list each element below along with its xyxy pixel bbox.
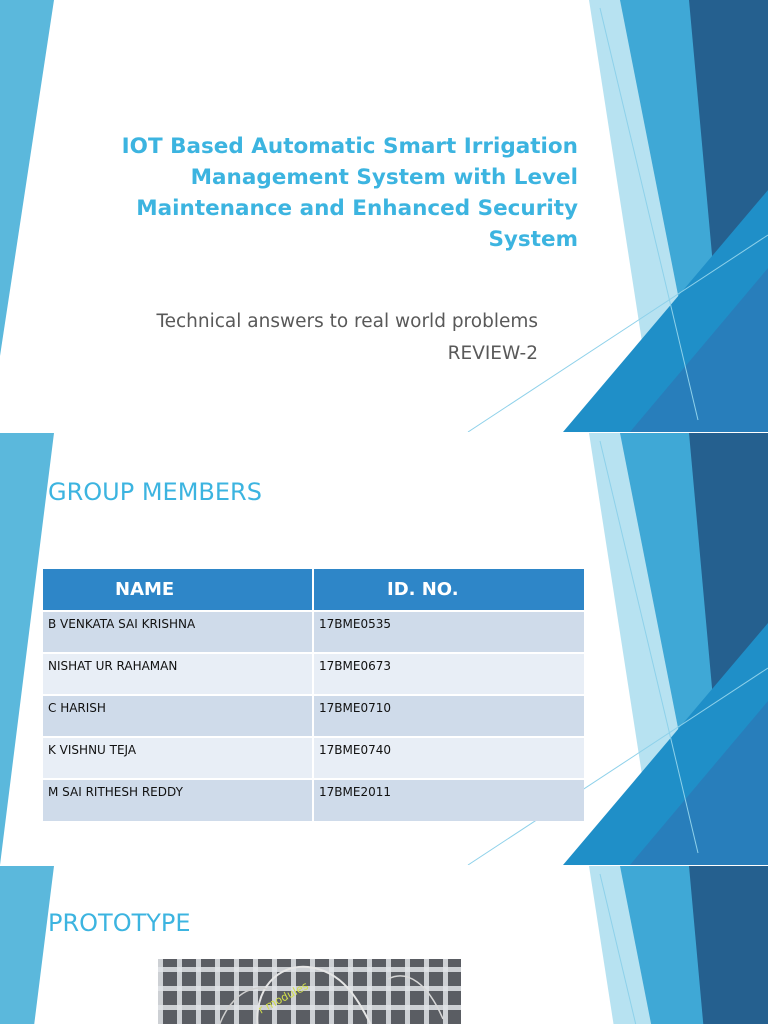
table-row bbox=[43, 653, 584, 695]
subtitle-block bbox=[100, 306, 538, 370]
member-id: 17BME0710 bbox=[313, 695, 584, 737]
member-id: 17BME0673 bbox=[313, 653, 584, 695]
review-label: REVIEW-2 bbox=[447, 343, 538, 364]
id-column-header: ID. NO. bbox=[313, 569, 584, 611]
section-heading: PROTOTYPE bbox=[48, 909, 191, 937]
photo-caption: r modules bbox=[256, 979, 311, 1017]
table-row bbox=[43, 611, 584, 653]
member-name: K VISHNU TEJA bbox=[43, 737, 313, 779]
title-slide bbox=[0, 0, 768, 432]
member-name: C HARISH bbox=[43, 695, 313, 737]
prototype-slide bbox=[0, 866, 768, 1024]
photo-wires bbox=[158, 959, 461, 1024]
member-id: 17BME0740 bbox=[313, 737, 584, 779]
prototype-photo bbox=[158, 959, 461, 1024]
presentation-title: IOT Based Automatic Smart Irrigation Management System with Level Maintenance and Enhanced Security System bbox=[121, 134, 578, 252]
name-column-header: NAME bbox=[43, 569, 313, 611]
table-row bbox=[43, 695, 584, 737]
member-name: M SAI RITHESH REDDY bbox=[43, 779, 313, 821]
table-row bbox=[43, 779, 584, 821]
member-id: 17BME2011 bbox=[313, 779, 584, 821]
member-name: NISHAT UR RAHAMAN bbox=[43, 653, 313, 695]
table-row bbox=[43, 737, 584, 779]
members-table bbox=[43, 569, 584, 821]
member-id: 17BME0535 bbox=[313, 611, 584, 653]
member-name: B VENKATA SAI KRISHNA bbox=[43, 611, 313, 653]
group-members-slide bbox=[0, 433, 768, 865]
section-heading: GROUP MEMBERS bbox=[48, 478, 262, 506]
subtitle-line: Technical answers to real world problems bbox=[156, 311, 538, 332]
table-header-row bbox=[43, 569, 584, 611]
